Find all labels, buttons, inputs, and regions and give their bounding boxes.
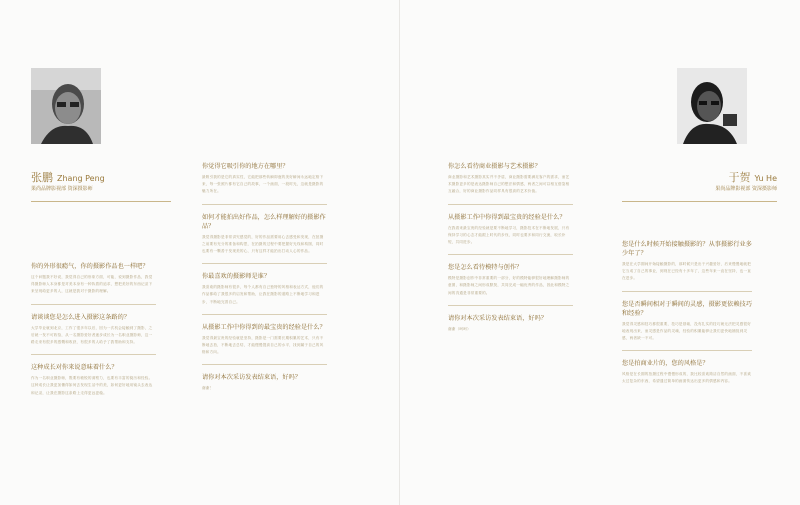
person-role: 果尚品牌影视部 资深摄影师 (715, 186, 777, 192)
divider (448, 204, 573, 205)
answer: 谢谢！ (202, 386, 214, 391)
qa-block (202, 272, 327, 306)
answer: 这个问题我不好说，我觉得自己的形象方面，可能，说到摄影作品，我觉得摄影师人本身都是对美本身有一种执着的追求，想把美好的东西记录下来呈现给更多的人，这就是我对于摄影的理解。 (31, 275, 153, 294)
question: 您是拍商业片的，您的风格是？ (622, 360, 709, 368)
qa-block (202, 323, 327, 357)
divider (622, 291, 752, 292)
portrait-photo-icon (31, 68, 101, 144)
question: 请你对本次采访发表结束语，好吗？ (202, 374, 301, 382)
divider (31, 354, 156, 355)
qa-block (448, 263, 573, 297)
divider (622, 201, 777, 202)
answer: 谢谢（呵呵） (448, 326, 471, 331)
person-name-en: Zhang Peng (57, 174, 105, 183)
person-name-zh: 张鹏 (31, 171, 53, 184)
qa-block (448, 314, 573, 333)
person-name-zh: 于贺 (728, 171, 751, 184)
answer: 大学毕业就到北京，工作了很多年以后，因为一次机会接触到了摄影，之后就一发不可收拾，从一名摄影爱好者逐步成长为一名职业摄影师，这一路走来有很多的感慨和收获，有很多的人给予了我帮助和支持。 (31, 325, 153, 345)
yu-he-photo (677, 68, 747, 144)
divider (448, 254, 573, 255)
answer: 我喜欢的摄影师有很多，每个人都有自己独特的风格和表达方式，他们的作品都给了我很多的启发和帮助，让我在摄影的道路上不断地学习和进步，不断地完善自己。 (202, 285, 324, 304)
zhang-peng-nameplate (31, 166, 105, 192)
right-page (400, 0, 800, 505)
qa-block (202, 373, 327, 392)
question: 您是否瞬间相对于瞬间的灵感，摄影更依赖技巧和经验？ (622, 300, 752, 317)
yu-he-nameplate (677, 166, 777, 192)
person-name-en: Yu He (754, 174, 777, 183)
answer: 我觉得最宝贵的经验就是坚持，摄影是一门需要长期积累的艺术，只有不断地去拍，不断地去总结，才能慢慢提高自己的水平，找到属于自己的风格和方向。 (202, 335, 324, 355)
question: 从摄影工作中你得到的最宝贵的经验是什么？ (202, 323, 326, 331)
question: 如何才能拍出好作品，怎么样理解好的摄影作品？ (202, 213, 326, 230)
divider (202, 364, 327, 365)
answer: 在我看来最宝贵的经验就是要不断地学习，摄影技术在不断地发展，只有保持学习的心态才能跟上时代的步伐，同时也要多和同行交流，取长补短，共同进步。 (448, 225, 570, 245)
qa-block (202, 213, 327, 256)
answer: 我是在大学期间开始接触摄影的，那时候只是出于兴趣爱好，后来慢慢地就把它当成了自己的事业，到现在已经有十多年了，这些年来一直在坚持，也一直在进步。 (622, 262, 751, 281)
question: 请谈谈您是怎么进入摄影这条路的？ (31, 313, 130, 321)
answer: 商业摄影和艺术摄影其实并不矛盾，商业摄影需要满足客户的需求，而艺术摄影更多的是表达摄影师自己的想法和情感，两者之间可以相互借鉴相互融合，好的商业摄影作品同样具有很高的艺术价值。 (448, 175, 570, 194)
answer: 我觉得灵感和技巧都很重要，技巧是基础，没有扎实的技巧就无法把灵感很好地表现出来，而灵感是作品的灵魂，经验的积累能够让我们更快地捕捉到灵感，两者缺一不可。 (622, 321, 751, 341)
question: 你觉得它吸引你的地方在哪里？ (202, 163, 289, 170)
answer: 最吸引我的是它的真实性，它能把那些转瞬即逝的美好瞬间永远地定格下来，每一张照片都有它自己的故事，一个画面，一段时光，这就是摄影的魅力所在。 (202, 175, 324, 194)
divider (202, 314, 327, 315)
qa-block (202, 162, 327, 196)
question: 你怎么看待商业摄影与艺术摄影？ (448, 163, 541, 170)
qa-block (448, 213, 573, 247)
right-column (622, 240, 752, 386)
portrait-photo-icon (677, 68, 747, 144)
middle-left-column (202, 162, 327, 393)
divider (202, 204, 327, 205)
qa-block (31, 313, 156, 347)
divider (31, 201, 171, 202)
qa-block (448, 162, 573, 196)
qa-block (31, 262, 156, 296)
answer: 我觉得摄影是非常讲究感觉的，好的作品需要用心去感受和发现，在拍摄之前要有充分的准备和构思，在拍摄的过程中要把握好光线和构图，同时也要有一颗善于发现美的心，只有这样才能拍出打动人心的作品。 (202, 234, 324, 254)
left-column (31, 262, 156, 397)
person-role: 果尚品牌影视部 资深摄影师 (31, 186, 93, 192)
middle-right-column (448, 162, 573, 333)
qa-block (31, 363, 156, 397)
qa-block (622, 300, 752, 343)
question: 这种成长对你来说意味着什么？ (31, 364, 118, 372)
divider (31, 304, 156, 305)
divider (448, 305, 573, 306)
qa-block (622, 240, 752, 283)
answer: 模特是摄影创作中非常重要的一部分，好的模特能够很好地理解摄影师的意图，和摄影师之间形成默契，共同完成一幅优秀的作品，因此和模特之间的沟通是非常重要的。 (448, 276, 570, 295)
answer: 作为一名职业摄影师，既要有敏锐的洞察力，也要有丰富的阅历和经验。这种成长让我更加懂得如何去发现生活中的美，如何更好地用镜头去表达和记录，让我在摄影这条路上走得更远更稳。 (31, 376, 153, 395)
divider (202, 263, 327, 264)
question: 您是什么时候开始接触摄影的？从事摄影行业多少年了？ (622, 241, 752, 257)
zhang-peng-photo (31, 68, 101, 144)
answer: 风格是在长期的拍摄过程中慢慢形成的，我比较喜欢简洁自然的画面，不喜欢太过复杂的东西，希望通过简单的画面传达出更多的情感和内容。 (622, 372, 751, 384)
question: 您是怎么看待模特与创作？ (448, 264, 523, 272)
qa-block (622, 359, 752, 385)
question: 你的外形很瘾气，你的摄影作品也一样吧？ (31, 263, 149, 270)
question: 你最喜欢的摄影师是谁？ (202, 273, 271, 281)
question: 从摄影工作中你得到最宝贵的经验是什么？ (448, 213, 566, 221)
divider (622, 350, 752, 351)
question: 请你对本次采访发表结束语，好吗？ (448, 314, 547, 322)
